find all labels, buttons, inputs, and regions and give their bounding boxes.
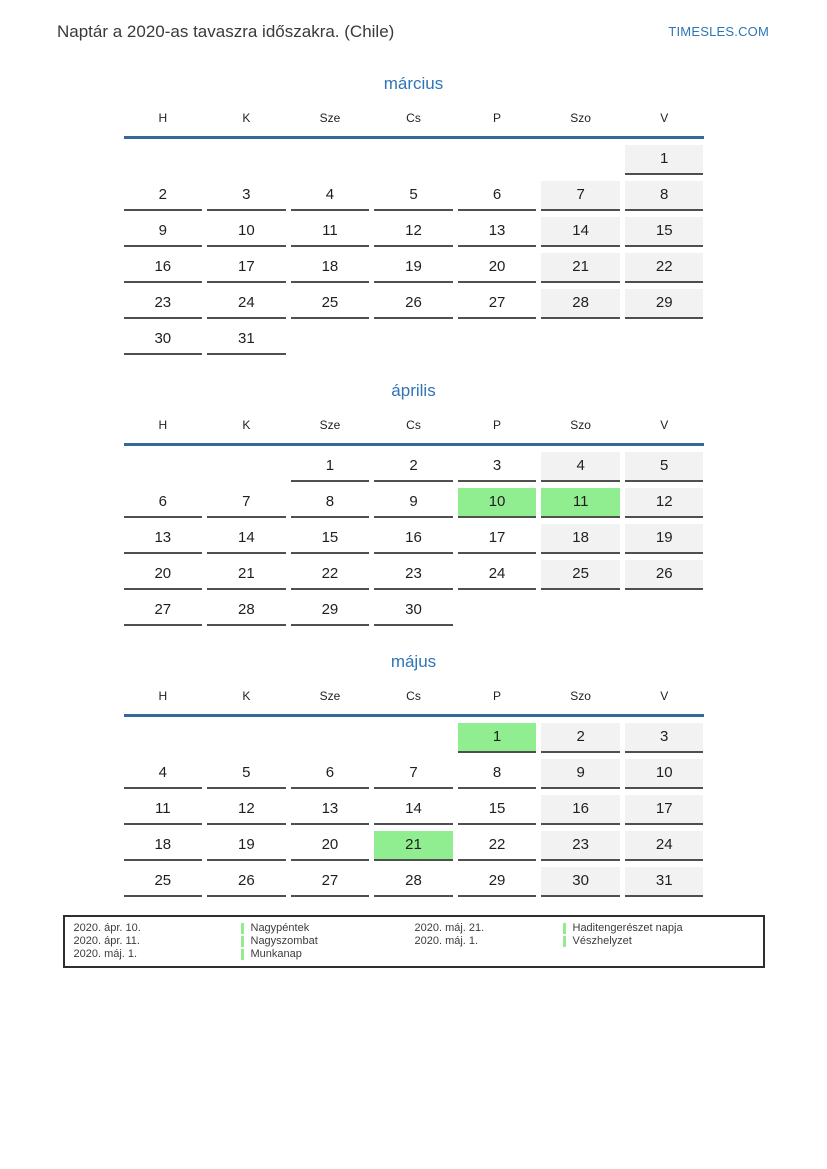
month-title: május	[390, 652, 437, 671]
day-cell: 25	[124, 867, 203, 897]
day-cell: 7	[207, 488, 286, 518]
week-row	[124, 795, 704, 825]
weekday-label: H	[158, 418, 168, 432]
weekday-label: Cs	[406, 418, 421, 432]
calendar-months	[124, 72, 704, 897]
week-row	[124, 723, 704, 753]
day-cell-empty	[207, 723, 286, 751]
week-row	[124, 181, 704, 211]
weekday-label: P	[493, 418, 502, 432]
day-cell: 9	[541, 759, 620, 789]
day-cell: 27	[124, 596, 203, 626]
day-cell: 3	[207, 181, 286, 211]
day-cell-empty	[625, 325, 704, 353]
day-cell: 4	[541, 452, 620, 482]
weekday-label: V	[660, 111, 669, 125]
week-row	[124, 289, 704, 319]
week-row	[124, 759, 704, 789]
day-cell: 18	[541, 524, 620, 554]
weekday-label: V	[660, 689, 669, 703]
day-cell: 29	[625, 289, 704, 319]
legend-label: Nagyszombat	[250, 935, 318, 947]
day-cell: 3	[625, 723, 704, 753]
day-cell: 22	[458, 831, 537, 861]
day-cell: 7	[374, 759, 453, 789]
weekday-label: Sze	[319, 689, 341, 703]
day-cell: 22	[291, 560, 370, 590]
day-cell: 11	[124, 795, 203, 825]
day-cell: 14	[374, 795, 453, 825]
weekday-label: K	[242, 418, 251, 432]
day-cell: 5	[207, 759, 286, 789]
day-cell: 16	[374, 524, 453, 554]
week-row	[124, 145, 704, 175]
day-cell: 30	[124, 325, 203, 355]
month-calendar	[124, 72, 704, 355]
day-cell-empty	[207, 145, 286, 173]
day-cell: 1	[458, 723, 537, 753]
day-cell: 25	[541, 560, 620, 590]
week-row	[124, 325, 704, 355]
brand-link[interactable]: TIMESLES.COM	[668, 24, 769, 39]
day-cell: 13	[458, 217, 537, 247]
day-cell: 19	[374, 253, 453, 283]
legend-date: 2020. ápr. 11.	[73, 935, 140, 947]
day-cell: 15	[291, 524, 370, 554]
day-cell: 2	[374, 452, 453, 482]
day-cell: 8	[458, 759, 537, 789]
week-row	[124, 217, 704, 247]
day-cell: 17	[458, 524, 537, 554]
weekday-label: K	[242, 111, 251, 125]
day-cell-empty	[458, 596, 537, 624]
week-row	[124, 560, 704, 590]
legend-label: Vészhelyzet	[572, 935, 632, 947]
day-cell-empty	[374, 145, 453, 173]
day-cell-empty	[124, 723, 203, 751]
legend-date: 2020. máj. 21.	[414, 922, 485, 934]
day-cell: 10	[207, 217, 286, 247]
day-cell-empty	[207, 452, 286, 480]
day-cell-empty	[374, 325, 453, 353]
weekday-label: K	[242, 689, 251, 703]
weekday-label: Cs	[406, 689, 421, 703]
month-title: március	[383, 74, 444, 93]
day-cell: 29	[291, 596, 370, 626]
legend-label: Munkanap	[250, 948, 302, 960]
day-cell: 8	[291, 488, 370, 518]
weekday-label: H	[158, 689, 168, 703]
day-cell-empty	[291, 325, 370, 353]
day-cell-empty	[291, 723, 370, 751]
legend-entry	[563, 922, 757, 935]
day-cell: 27	[458, 289, 537, 319]
day-cell: 22	[625, 253, 704, 283]
legend-date: 2020. ápr. 10.	[73, 922, 141, 934]
day-cell: 10	[625, 759, 704, 789]
weekday-label: Cs	[406, 111, 421, 125]
day-cell: 23	[374, 560, 453, 590]
day-cell-empty	[374, 723, 453, 751]
holiday-legend	[63, 915, 765, 968]
day-cell-empty	[541, 325, 620, 353]
day-cell: 21	[374, 831, 453, 861]
weekday-label: Szo	[570, 418, 591, 432]
day-cell-empty	[625, 596, 704, 624]
day-cell: 28	[207, 596, 286, 626]
legend-date	[415, 948, 563, 961]
day-cell: 9	[374, 488, 453, 518]
week-row	[124, 596, 704, 626]
week-row	[124, 253, 704, 283]
day-cell: 2	[541, 723, 620, 753]
day-cell: 15	[625, 217, 704, 247]
legend-label: Haditengerészet napja	[572, 922, 683, 934]
day-cell: 25	[291, 289, 370, 319]
day-cell: 6	[124, 488, 203, 518]
day-cell: 17	[625, 795, 704, 825]
holiday-color-bar-icon	[241, 923, 244, 934]
week-row	[124, 524, 704, 554]
legend-date: 2020. máj. 1.	[73, 948, 138, 960]
day-cell: 13	[124, 524, 203, 554]
day-cell: 8	[625, 181, 704, 211]
legend-label: Nagypéntek	[250, 922, 310, 934]
day-cell: 7	[541, 181, 620, 211]
weekday-label: P	[493, 111, 502, 125]
legend-entry	[241, 922, 415, 935]
day-cell: 21	[541, 253, 620, 283]
day-cell: 20	[458, 253, 537, 283]
day-cell: 26	[207, 867, 286, 897]
day-cell: 24	[207, 289, 286, 319]
day-cell-empty	[458, 145, 537, 173]
month-calendar	[124, 379, 704, 626]
week-row	[124, 488, 704, 518]
day-cell-empty	[541, 596, 620, 624]
day-cell: 29	[458, 867, 537, 897]
day-cell: 21	[207, 560, 286, 590]
day-cell: 12	[207, 795, 286, 825]
day-cell: 28	[541, 289, 620, 319]
legend-entry	[563, 935, 757, 948]
day-cell: 24	[458, 560, 537, 590]
day-cell: 31	[625, 867, 704, 897]
weekday-label: Szo	[570, 689, 591, 703]
day-cell: 28	[374, 867, 453, 897]
holiday-color-bar-icon	[563, 923, 566, 934]
weekday-label: Szo	[570, 111, 591, 125]
day-cell: 3	[458, 452, 537, 482]
page-title: Naptár a 2020-as tavaszra időszakra. (Chile)	[57, 22, 395, 41]
holiday-color-bar-icon	[563, 936, 566, 947]
day-cell: 14	[207, 524, 286, 554]
day-cell-empty	[458, 325, 537, 353]
week-row	[124, 867, 704, 897]
page-header	[0, 0, 827, 44]
day-cell: 9	[124, 217, 203, 247]
day-cell: 31	[207, 325, 286, 355]
day-cell: 14	[541, 217, 620, 247]
day-cell: 27	[291, 867, 370, 897]
weekday-label: H	[158, 111, 168, 125]
day-cell: 5	[374, 181, 453, 211]
day-cell: 4	[124, 759, 203, 789]
legend-entry	[241, 935, 415, 948]
weekday-label: P	[493, 689, 502, 703]
day-cell: 18	[124, 831, 203, 861]
day-cell: 5	[625, 452, 704, 482]
weekday-label: Sze	[319, 418, 341, 432]
day-cell: 12	[374, 217, 453, 247]
day-cell: 1	[625, 145, 704, 175]
day-cell: 4	[291, 181, 370, 211]
day-cell: 19	[207, 831, 286, 861]
day-cell: 20	[291, 831, 370, 861]
day-cell: 13	[291, 795, 370, 825]
day-cell: 1	[291, 452, 370, 482]
weekday-header-row	[124, 688, 704, 717]
day-cell: 10	[458, 488, 537, 518]
month-calendar	[124, 650, 704, 897]
holiday-color-bar-icon	[241, 936, 244, 947]
legend-date: 2020. máj. 1.	[414, 935, 479, 947]
day-cell: 19	[625, 524, 704, 554]
day-cell: 20	[124, 560, 203, 590]
day-cell: 15	[458, 795, 537, 825]
legend-entry	[241, 948, 415, 961]
weekday-label: Sze	[319, 111, 341, 125]
day-cell: 26	[625, 560, 704, 590]
weekday-header-row	[124, 110, 704, 139]
day-cell: 2	[124, 181, 203, 211]
day-cell-empty	[541, 145, 620, 173]
month-title: április	[391, 381, 436, 400]
day-cell-empty	[291, 145, 370, 173]
day-cell: 11	[541, 488, 620, 518]
day-cell: 12	[625, 488, 704, 518]
day-cell: 18	[291, 253, 370, 283]
weekday-label: V	[660, 418, 669, 432]
holiday-color-bar-icon	[241, 949, 244, 960]
day-cell: 24	[625, 831, 704, 861]
week-row	[124, 831, 704, 861]
day-cell: 6	[458, 181, 537, 211]
legend-entry	[563, 948, 757, 961]
day-cell-empty	[124, 145, 203, 173]
day-cell: 11	[291, 217, 370, 247]
day-cell: 23	[124, 289, 203, 319]
day-cell: 6	[291, 759, 370, 789]
day-cell: 16	[124, 253, 203, 283]
day-cell: 30	[541, 867, 620, 897]
day-cell: 30	[374, 596, 453, 626]
weekday-header-row	[124, 417, 704, 446]
day-cell: 17	[207, 253, 286, 283]
day-cell-empty	[124, 452, 203, 480]
week-row	[124, 452, 704, 482]
day-cell: 16	[541, 795, 620, 825]
day-cell: 26	[374, 289, 453, 319]
day-cell: 23	[541, 831, 620, 861]
